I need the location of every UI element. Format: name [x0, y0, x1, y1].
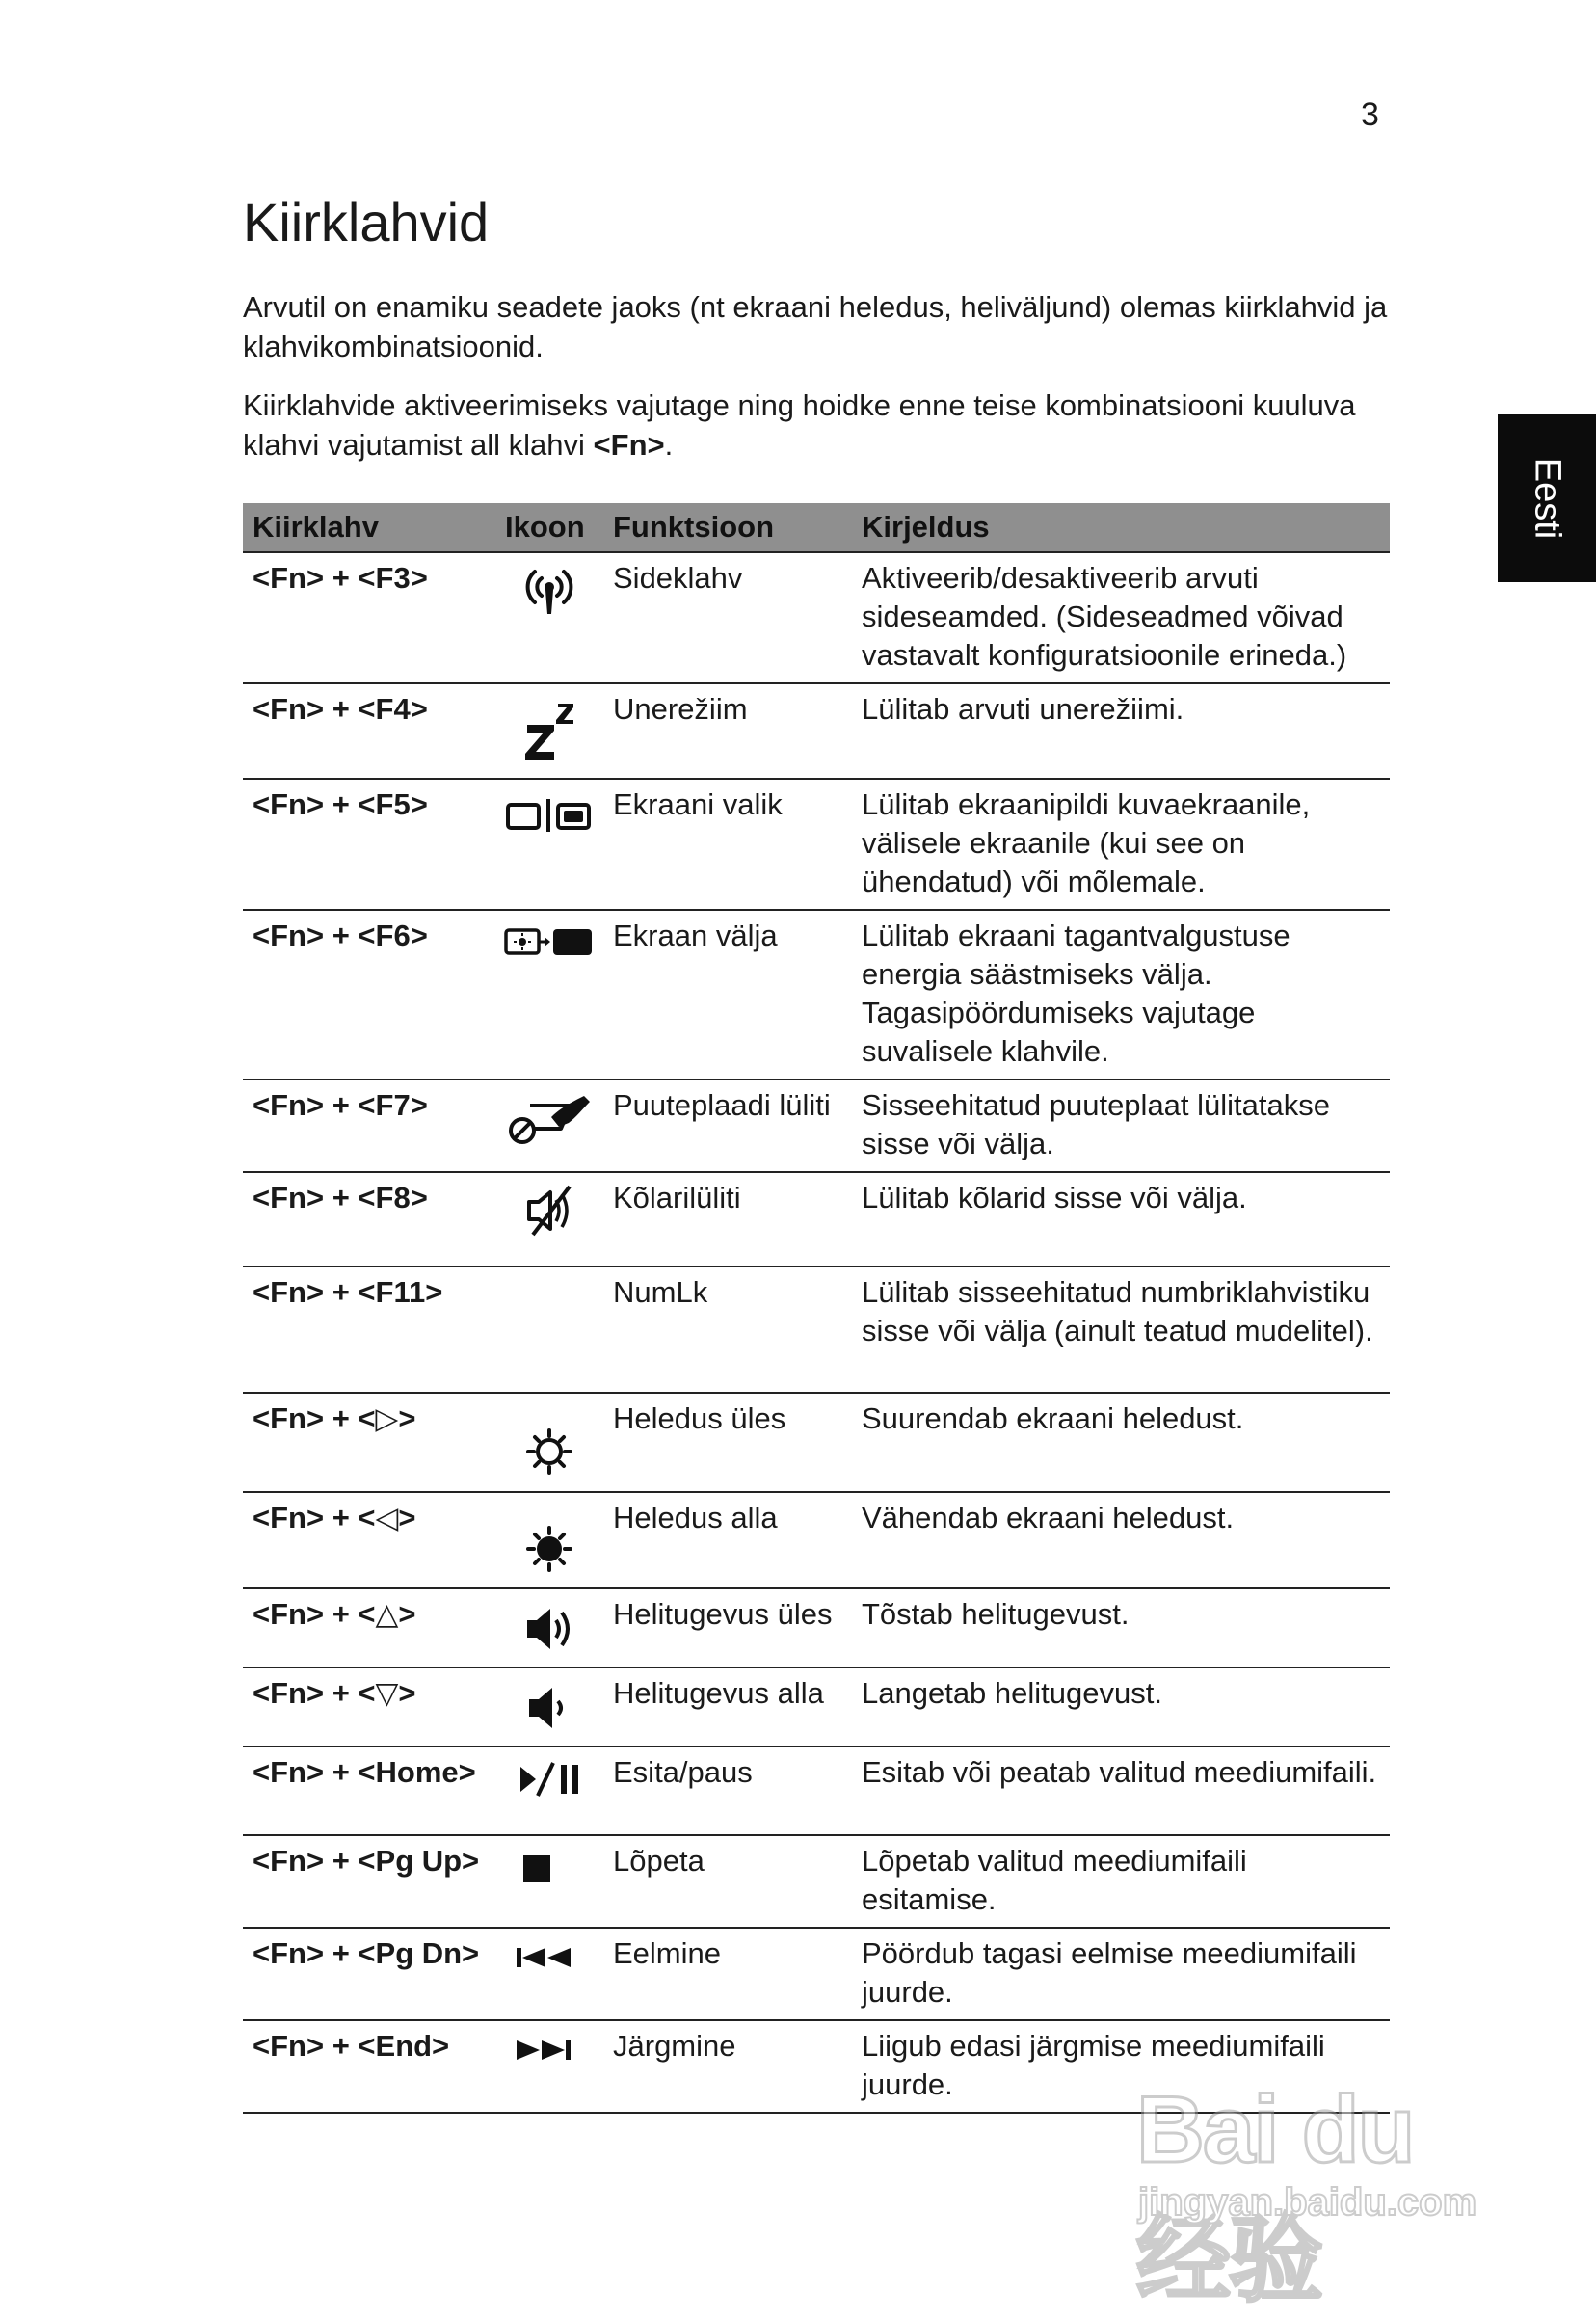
description-cell: Sisseehitatud puuteplaat lülitatakse sisse või välja.: [852, 1080, 1390, 1172]
table-row: [243, 1835, 1390, 1928]
table-row: [243, 1080, 1390, 1172]
table-header-row: [243, 503, 1390, 552]
watermark: [1132, 2048, 1508, 2312]
header-function: Funktsioon: [603, 503, 852, 552]
description-cell: Langetab helitugevust.: [852, 1667, 1390, 1747]
language-tab-label: Eesti: [1527, 457, 1568, 540]
icon-cell: [495, 1267, 603, 1393]
brightness-up-icon: [516, 1401, 583, 1479]
icon-cell: [495, 1747, 603, 1835]
table-row: [243, 1667, 1390, 1747]
hotkey-cell: <Fn> + <◁>: [243, 1492, 495, 1588]
instruction-end: .: [664, 428, 674, 462]
icon-cell: [495, 779, 603, 910]
icon-cell: [495, 1667, 603, 1747]
hotkey-cell: <Fn> + <F3>: [243, 552, 495, 683]
icon-cell: [495, 1393, 603, 1492]
instruction-paragraph: [243, 386, 1390, 465]
table-row: [243, 1267, 1390, 1393]
table-row: [243, 1492, 1390, 1588]
wireless-icon: [516, 561, 583, 619]
function-cell: Unerežiim: [603, 683, 852, 779]
hotkey-cell: <Fn> + <F6>: [243, 910, 495, 1080]
hotkey-cell: <Fn> + <End>: [243, 2020, 495, 2113]
icon-cell: [495, 1080, 603, 1172]
function-cell: Helitugevus üles: [603, 1588, 852, 1667]
function-cell: Järgmine: [603, 2020, 852, 2113]
page-number: 3: [1361, 96, 1379, 133]
function-cell: Helitugevus alla: [603, 1667, 852, 1747]
page-title: Kiirklahvid: [243, 192, 490, 253]
volume-up-icon: [516, 1597, 583, 1657]
description-cell: Lülitab sisseehitatud numbriklahvistiku sisse või välja (ainult teatud mudelitel).: [852, 1267, 1390, 1393]
function-cell: Heledus alla: [603, 1492, 852, 1588]
next-track-icon: [511, 2029, 588, 2071]
description-cell: Aktiveerib/desaktiveerib arvuti sideseamded. (Sideseadmed võivad vastavalt konfiguratsioonile erineda.): [852, 552, 1390, 683]
hotkey-cell: <Fn> + <F11>: [243, 1267, 495, 1393]
hotkey-cell: <Fn> + <F4>: [243, 683, 495, 779]
function-cell: Puuteplaadi lüliti: [603, 1080, 852, 1172]
function-cell: Lõpeta: [603, 1835, 852, 1928]
function-cell: Ekraani valik: [603, 779, 852, 910]
display-off-icon: [503, 919, 596, 965]
description-cell: Lülitab ekraani tagantvalgustuse energia säästmiseks välja. Tagasipöördumiseks vajutage suvalisele klahvile.: [852, 910, 1390, 1080]
play-pause-icon: [511, 1755, 588, 1803]
table-row: [243, 779, 1390, 910]
volume-down-icon: [516, 1676, 583, 1736]
description-cell: Vähendab ekraani heledust.: [852, 1492, 1390, 1588]
description-cell: Lõpetab valitud meediumifaili esitamise.: [852, 1835, 1390, 1928]
brightness-down-icon: [516, 1501, 583, 1578]
icon-cell: [495, 1835, 603, 1928]
description-cell: Lülitab kõlarid sisse või välja.: [852, 1172, 1390, 1267]
function-cell: Sideklahv: [603, 552, 852, 683]
function-cell: Ekraan välja: [603, 910, 852, 1080]
hotkey-cell: <Fn> + <▽>: [243, 1667, 495, 1747]
previous-track-icon: [511, 1936, 588, 1979]
table-row: [243, 552, 1390, 683]
instruction-text: Kiirklahvide aktiveerimiseks vajutage ning hoidke enne teise kombinatsiooni kuuluva klahvi vajutamist all klahvi: [243, 388, 1356, 462]
icon-cell: [495, 1492, 603, 1588]
table-row: [243, 1393, 1390, 1492]
icon-cell: [495, 910, 603, 1080]
description-cell: Esitab või peatab valitud meediumifaili.: [852, 1747, 1390, 1835]
description-cell: Lülitab ekraanipildi kuvaekraanile, välisele ekraanile (kui see on ühendatud) või mõlemale.: [852, 779, 1390, 910]
table-row: [243, 683, 1390, 779]
hotkey-cell: <Fn> + <Pg Dn>: [243, 1928, 495, 2020]
watermark-url: jingyan.baidu.com: [1138, 2181, 1477, 2224]
speaker-mute-icon: [516, 1181, 583, 1239]
watermark-logo: Bai du 经验: [1136, 2076, 1414, 2312]
language-tab: [1498, 414, 1596, 582]
description-cell: Liigub edasi järgmise meediumifaili juurde.: [852, 2020, 1390, 2113]
touchpad-toggle-icon: [501, 1088, 598, 1146]
function-cell: NumLk: [603, 1267, 852, 1393]
description-cell: Lülitab arvuti unerežiimi.: [852, 683, 1390, 779]
table-row: [243, 1172, 1390, 1267]
intro-paragraph: Arvutil on enamiku seadete jaoks (nt ekraani heledus, heliväljund) olemas kiirklahvid ja klahvikombinatsioonid.: [243, 290, 1388, 363]
table-row: [243, 1747, 1390, 1835]
display-toggle-icon: [505, 787, 594, 836]
table-row: [243, 910, 1390, 1080]
hotkey-cell: <Fn> + <Pg Up>: [243, 1835, 495, 1928]
stop-icon: [516, 1844, 583, 1892]
header-icon: Ikoon: [495, 503, 603, 552]
hotkey-cell: <Fn> + <△>: [243, 1588, 495, 1667]
header-hotkey: Kiirklahv: [243, 503, 495, 552]
fn-key-label: <Fn>: [593, 428, 665, 462]
icon-cell: [495, 1928, 603, 2020]
hotkey-cell: <Fn> + <F5>: [243, 779, 495, 910]
icon-cell: [495, 1172, 603, 1267]
icon-cell: [495, 2020, 603, 2113]
description-cell: Tõstab helitugevust.: [852, 1588, 1390, 1667]
function-cell: Kõlarilüliti: [603, 1172, 852, 1267]
table-row: [243, 1588, 1390, 1667]
icon-cell: [495, 552, 603, 683]
hotkey-cell: <Fn> + <F8>: [243, 1172, 495, 1267]
hotkey-cell: <Fn> + <Home>: [243, 1747, 495, 1835]
hotkeys-table: [243, 503, 1390, 2114]
description-cell: Suurendab ekraani heledust.: [852, 1393, 1390, 1492]
header-description: Kirjeldus: [852, 503, 1390, 552]
hotkey-cell: <Fn> + <▷>: [243, 1393, 495, 1492]
description-cell: Pöördub tagasi eelmise meediumifaili juurde.: [852, 1928, 1390, 2020]
function-cell: Eelmine: [603, 1928, 852, 2020]
sleep-icon: [516, 692, 583, 763]
icon-cell: [495, 683, 603, 779]
function-cell: Heledus üles: [603, 1393, 852, 1492]
function-cell: Esita/paus: [603, 1747, 852, 1835]
icon-cell: [495, 1588, 603, 1667]
hotkey-cell: <Fn> + <F7>: [243, 1080, 495, 1172]
table-row: [243, 1928, 1390, 2020]
